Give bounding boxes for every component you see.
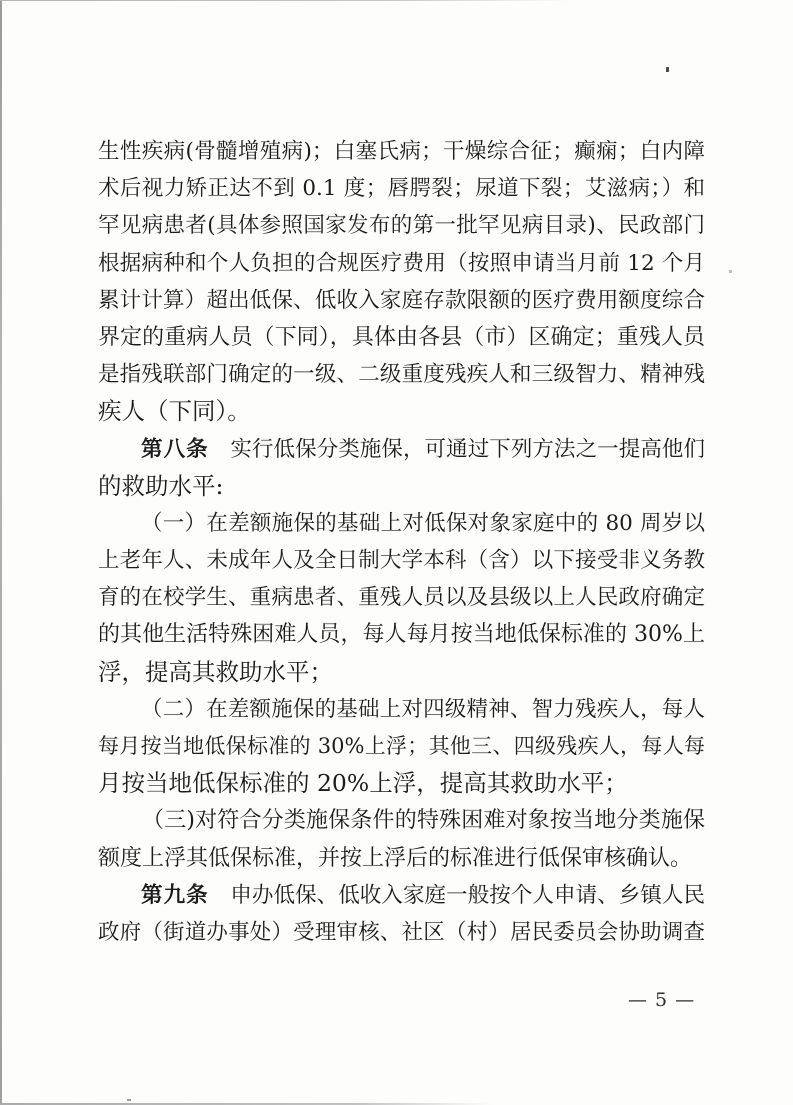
article-label: 第九条 (141, 882, 209, 908)
line-text: 额度上浮其低保标准，并按上浮后的标准进行低保审核确认。 (98, 845, 693, 871)
line-text: 育的在校学生、重病患者、重残人员以及县级以上人民政府确定 (98, 585, 705, 611)
text-line (98, 728, 705, 765)
line-text: 月按当地低保标准的 20%上浮，提高其救助水平； (98, 769, 628, 798)
text-line (98, 319, 705, 356)
scan-edge-top (0, 0, 793, 1)
line-text: 实行低保分类施保，可通过下列方法之一提高他们 (208, 436, 705, 462)
line-text: 的救助水平: (98, 471, 224, 500)
scan-edge-left (0, 0, 2, 1105)
line-text: 是指残联部门确定的一级、二级重度残疾人和三级智力、精神残 (98, 362, 705, 388)
line-text: 累计计算）超出低保、低收入家庭存款限额的医疗费用额度综合 (98, 287, 705, 313)
text-line (98, 542, 705, 579)
scan-artifact-dot (729, 270, 732, 273)
text-line (98, 765, 705, 802)
article-label: 第八条 (141, 436, 209, 462)
text-line (98, 468, 705, 505)
text-line (98, 505, 705, 542)
line-text: 政府（街道办事处）受理审核、社区（村）居民委员会协助调查 (98, 919, 705, 945)
line-text: 申办低保、低收入家庭一般按个人申请、乡镇人民 (208, 882, 705, 908)
page-number: — 5 — (628, 989, 696, 1011)
text-line (98, 431, 705, 468)
text-line (98, 245, 705, 282)
line-text: 根据病种和个人负担的合规医疗费用（按照申请当月前 12 个月 (98, 250, 705, 276)
line-text: 每月按当地低保标准的 30%上浮；其他三、四级残疾人，每人每 (98, 734, 705, 758)
scan-artifact-dot (666, 67, 669, 72)
scan-artifact-dot (127, 1099, 131, 1101)
line-text: （三)对符合分类施保条件的特殊困难对象按当地分类施保 (142, 808, 705, 834)
text-line (98, 356, 705, 393)
text-line (98, 691, 705, 728)
text-line (98, 393, 705, 430)
line-text: 术后视力矫正达不到 0.1 度；唇腭裂；尿道下裂；艾滋病；）和 (98, 176, 705, 202)
text-line (98, 802, 705, 839)
line-text: 界定的重病人员（下同），具体由各县（市）区确定；重残人员 (98, 324, 705, 350)
text-line (98, 616, 705, 653)
line-text: 罕见病患者(具体参照国家发布的第一批罕见病目录)、民政部门 (98, 213, 705, 239)
text-line (98, 133, 705, 170)
text-line (98, 282, 705, 319)
text-line (98, 579, 705, 616)
text-line (98, 170, 705, 207)
document-body (98, 133, 705, 951)
line-text: 浮，提高其救助水平； (98, 657, 333, 686)
line-text: 上老年人、未成年人及全日制大学本科（含）以下接受非义务教 (98, 548, 705, 574)
text-line (98, 207, 705, 244)
line-text: 生性疾病(骨髓增殖病)；白塞氏病；干燥综合征；癫痫；白内障 (98, 139, 705, 164)
line-text: （二）在差额施保的基础上对四级精神、智力残疾人，每人 (141, 696, 705, 722)
line-text: 的其他生活特殊困难人员，每人每月按当地低保标准的 30%上 (98, 622, 705, 648)
text-line (98, 914, 705, 951)
text-line (98, 654, 705, 691)
line-text: 疾人（下同）。 (98, 397, 251, 426)
text-line (98, 877, 705, 914)
text-line (98, 840, 705, 877)
line-text: （一）在差额施保的基础上对低保对象家庭中的 80 周岁以 (141, 510, 705, 536)
